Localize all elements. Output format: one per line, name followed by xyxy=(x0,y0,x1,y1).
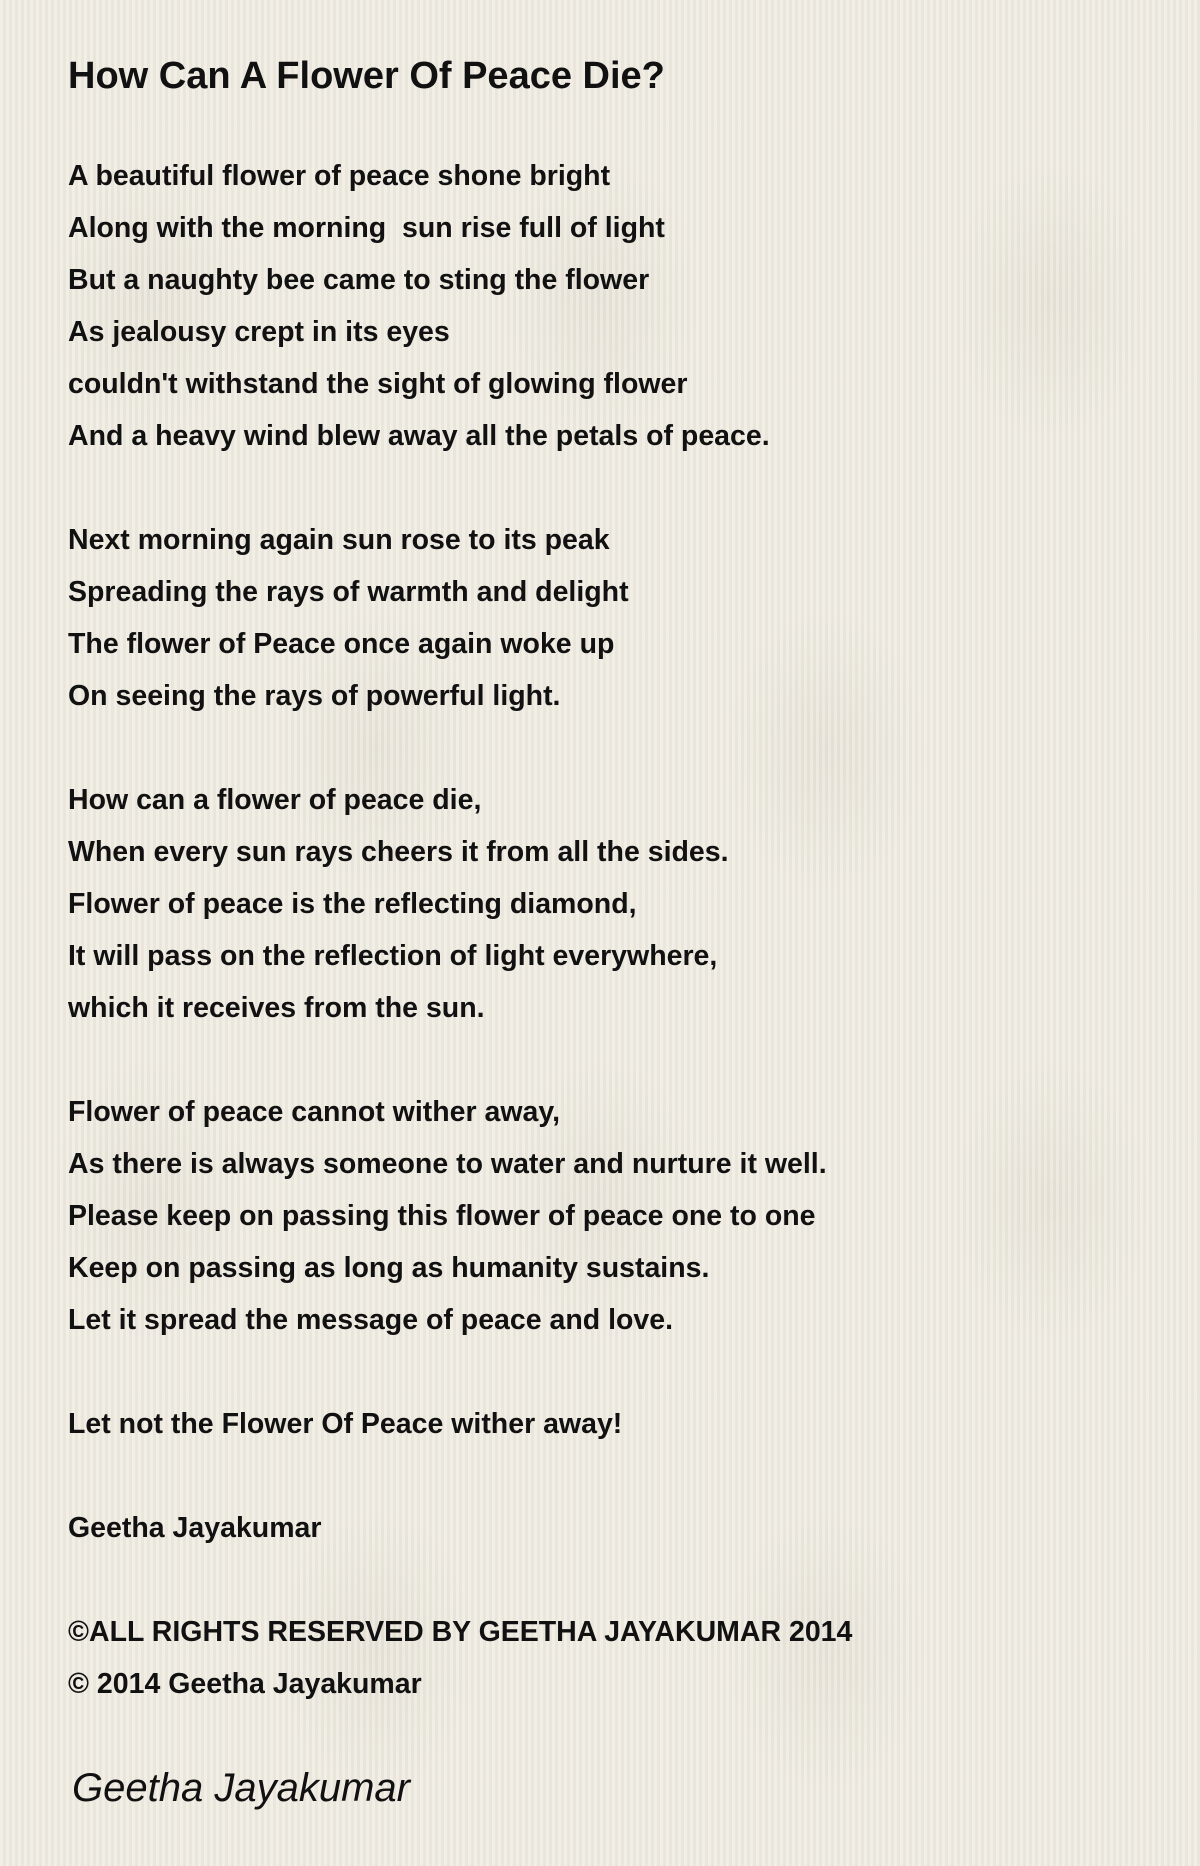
poem-title: How Can A Flower Of Peace Die? xyxy=(68,55,665,97)
poem-line: Keep on passing as long as humanity sustains. xyxy=(68,1252,710,1284)
author-name: Geetha Jayakumar xyxy=(68,1512,322,1544)
poem-line: which it receives from the sun. xyxy=(68,992,485,1024)
poem-line: When every sun rays cheers it from all the sides. xyxy=(68,836,729,868)
author-signature: Geetha Jayakumar xyxy=(72,1766,410,1810)
poem-line: Next morning again sun rose to its peak xyxy=(68,524,610,556)
poem-line: As there is always someone to water and nurture it well. xyxy=(68,1148,827,1180)
stanza-break xyxy=(68,722,852,774)
stanza-break xyxy=(68,1450,852,1502)
poem-line: It will pass on the reflection of light everywhere, xyxy=(68,940,718,972)
copyright-notice: ©ALL RIGHTS RESERVED BY GEETHA JAYAKUMAR 2014 xyxy=(68,1616,853,1648)
poem-line: And a heavy wind blew away all the petals of peace. xyxy=(68,420,770,452)
poem-line: The flower of Peace once again woke up xyxy=(68,628,615,660)
copyright-line: © 2014 Geetha Jayakumar xyxy=(68,1668,422,1700)
poem-line: A beautiful flower of peace shone bright xyxy=(68,160,611,192)
poem-line: Spreading the rays of warmth and delight xyxy=(68,576,629,608)
poem-line: Let it spread the message of peace and love. xyxy=(68,1304,674,1336)
stanza-break xyxy=(68,462,852,514)
poem-line: But a naughty bee came to sting the flower xyxy=(68,264,650,296)
stanza-break xyxy=(68,1554,852,1606)
poem-line: As jealousy crept in its eyes xyxy=(68,316,450,348)
poem-line: Please keep on passing this flower of peace one to one xyxy=(68,1200,816,1232)
poem-line: Flower of peace cannot wither away, xyxy=(68,1096,561,1128)
poem-body xyxy=(68,150,852,1710)
poem-closing-line: Let not the Flower Of Peace wither away! xyxy=(68,1408,623,1440)
stanza-break xyxy=(68,1034,852,1086)
poem-line: On seeing the rays of powerful light. xyxy=(68,680,561,712)
poem-line: How can a flower of peace die, xyxy=(68,784,482,816)
poem-line: Flower of peace is the reflecting diamond, xyxy=(68,888,637,920)
stanza-break xyxy=(68,1346,852,1398)
poem-line: Along with the morning sun rise full of light xyxy=(68,212,665,244)
poem-line: couldn't withstand the sight of glowing flower xyxy=(68,368,688,400)
